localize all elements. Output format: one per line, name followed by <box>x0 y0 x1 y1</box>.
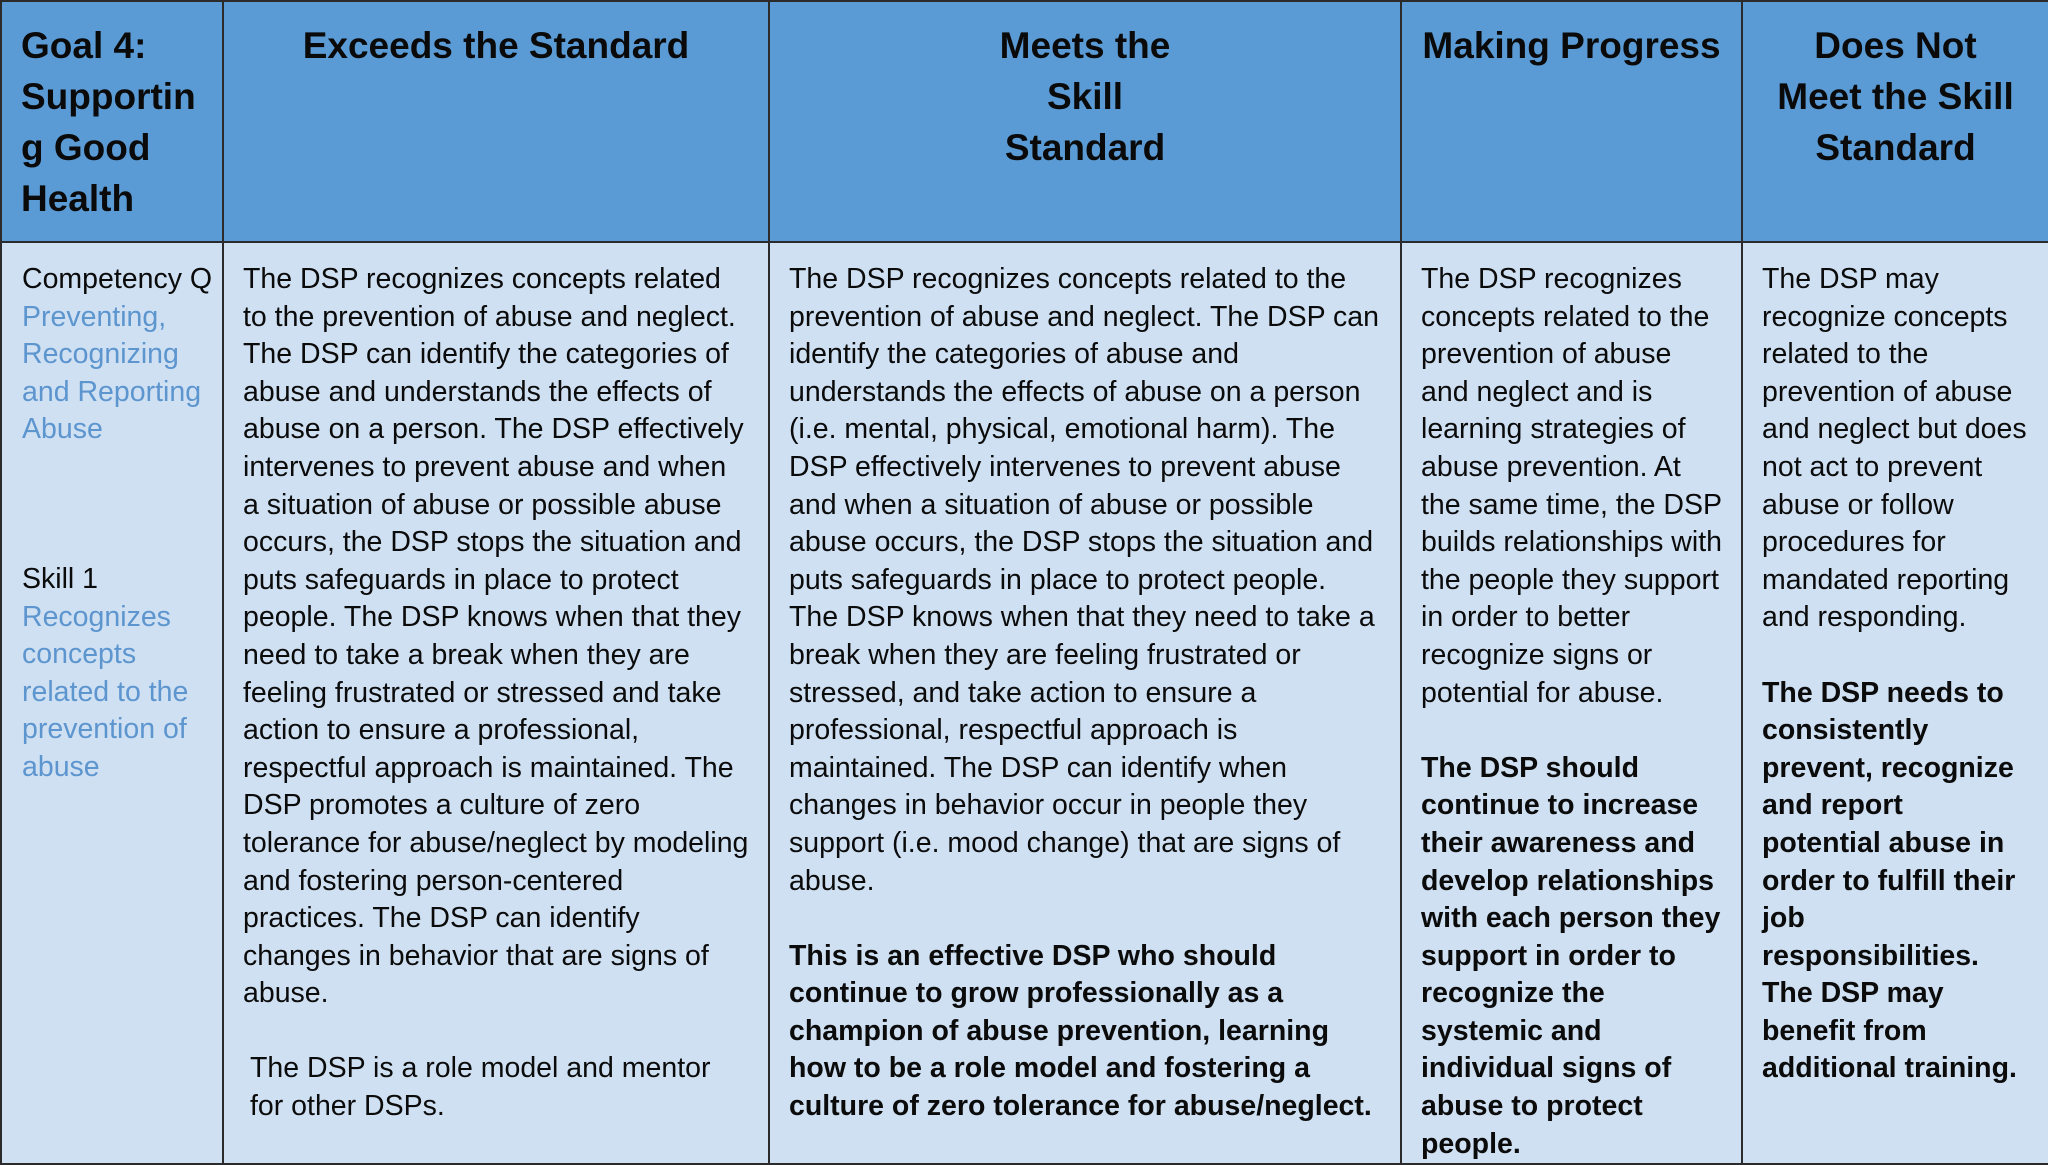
not-meet-header-line: Standard <box>1815 127 1976 168</box>
not-meet-cell <box>1742 242 2048 1164</box>
exceeds-cell <box>223 242 769 1164</box>
not-meet-header <box>1742 1 2048 242</box>
competency-cell <box>1 242 223 1164</box>
not-meet-header-line: Meet the Skill <box>1777 76 2014 117</box>
competency-link[interactable]: Preventing, Recognizing and Reporting Abuse <box>22 300 202 446</box>
header-row <box>1 1 2048 242</box>
skill-block <box>22 561 214 787</box>
goal-header <box>1 1 223 242</box>
exceeds-paragraph: The DSP recognizes concepts related to the prevention of abuse and neglect. The DSP can identify the categories of abuse and understands the effects of abuse on a person. The DSP effectively intervenes to prevent abuse and when a situation of abuse or possible abuse occurs, the DSP stops the situation and puts safeguards in place to protect people. The DSP knows when that they need to take a break when they are feeling frustrated or stressed and take action to ensure a professional, respectful approach is maintained. The DSP promotes a culture of zero tolerance for abuse/neglect by modeling and fostering person-centered practices. The DSP can identify changes in behavior that are signs of abuse. <box>243 263 749 1010</box>
progress-paragraph: The DSP recognizes concepts related to the prevention of abuse and neglect and is learning strategies of abuse prevention. At the same time, the DSP builds relationships with the people they support in order to better recognize signs or potential for abuse. <box>1421 263 1722 709</box>
progress-summary: The DSP should continue to increase their awareness and develop relationships with each person they support in order to recognize the systemic and individual signs of abuse to protect people. <box>1421 751 1721 1160</box>
exceeds-mentor-paragraph: The DSP is a role model and mentor for other DSPs. <box>250 1052 711 1123</box>
goal-header-line: Health <box>21 178 135 219</box>
meets-header-line: Meets the <box>999 25 1171 66</box>
content-row <box>1 242 2048 1164</box>
meets-cell <box>769 242 1401 1164</box>
meets-summary: This is an effective DSP who should continue to grow professionally as a champion of abuse prevention, learning how to be a role model and fostering a culture of zero tolerance for abuse/neglect. <box>789 939 1372 1123</box>
goal-header-line: g Good <box>21 127 151 168</box>
progress-header-line: Making Progress <box>1422 25 1721 66</box>
progress-header <box>1401 1 1742 242</box>
goal-header-line: Supportin <box>21 76 196 117</box>
not-meet-header-line: Does Not <box>1814 25 1977 66</box>
progress-cell <box>1401 242 1742 1164</box>
goal-header-line: Goal 4: <box>21 25 147 66</box>
meets-header-line: Standard <box>1004 127 1166 168</box>
not-meet-summary: The DSP needs to consistently prevent, recognize and report potential abuse in order to fulfill their job responsibilities. The DSP may benefit from additional training. <box>1762 676 2017 1085</box>
meets-header <box>769 1 1401 242</box>
not-meet-paragraph: The DSP may recognize concepts related to the prevention of abuse and neglect but does not act to prevent abuse or follow procedures for mandated reporting and responding. <box>1762 263 2027 634</box>
skill-link[interactable]: Recognizes concepts related to the prevention of abuse <box>22 600 189 783</box>
meets-header-line: Skill <box>1046 76 1124 117</box>
meets-paragraph: The DSP recognizes concepts related to the prevention of abuse and neglect. The DSP can identify the categories of abuse and understands the effects of abuse on a person (i.e. mental, physical, emotional harm). The DSP effectively intervenes to prevent abuse and when a situation of abuse or possible abuse occurs, the DSP stops the situation and puts safeguards in place to protect people. The DSP knows when that they need to take a break when they are feeling frustrated or stressed, and take action to ensure a professional, respectful approach is maintained. The DSP can identify when changes in behavior occur in people they support (i.e. mood change) that are signs of abuse. <box>789 263 1379 897</box>
exceeds-header-line: Exceeds the Standard <box>302 25 690 66</box>
exceeds-header <box>223 1 769 242</box>
competency-label: Competency Q <box>22 263 213 295</box>
competency-block <box>22 261 214 449</box>
skill-label: Skill 1 <box>22 562 99 595</box>
